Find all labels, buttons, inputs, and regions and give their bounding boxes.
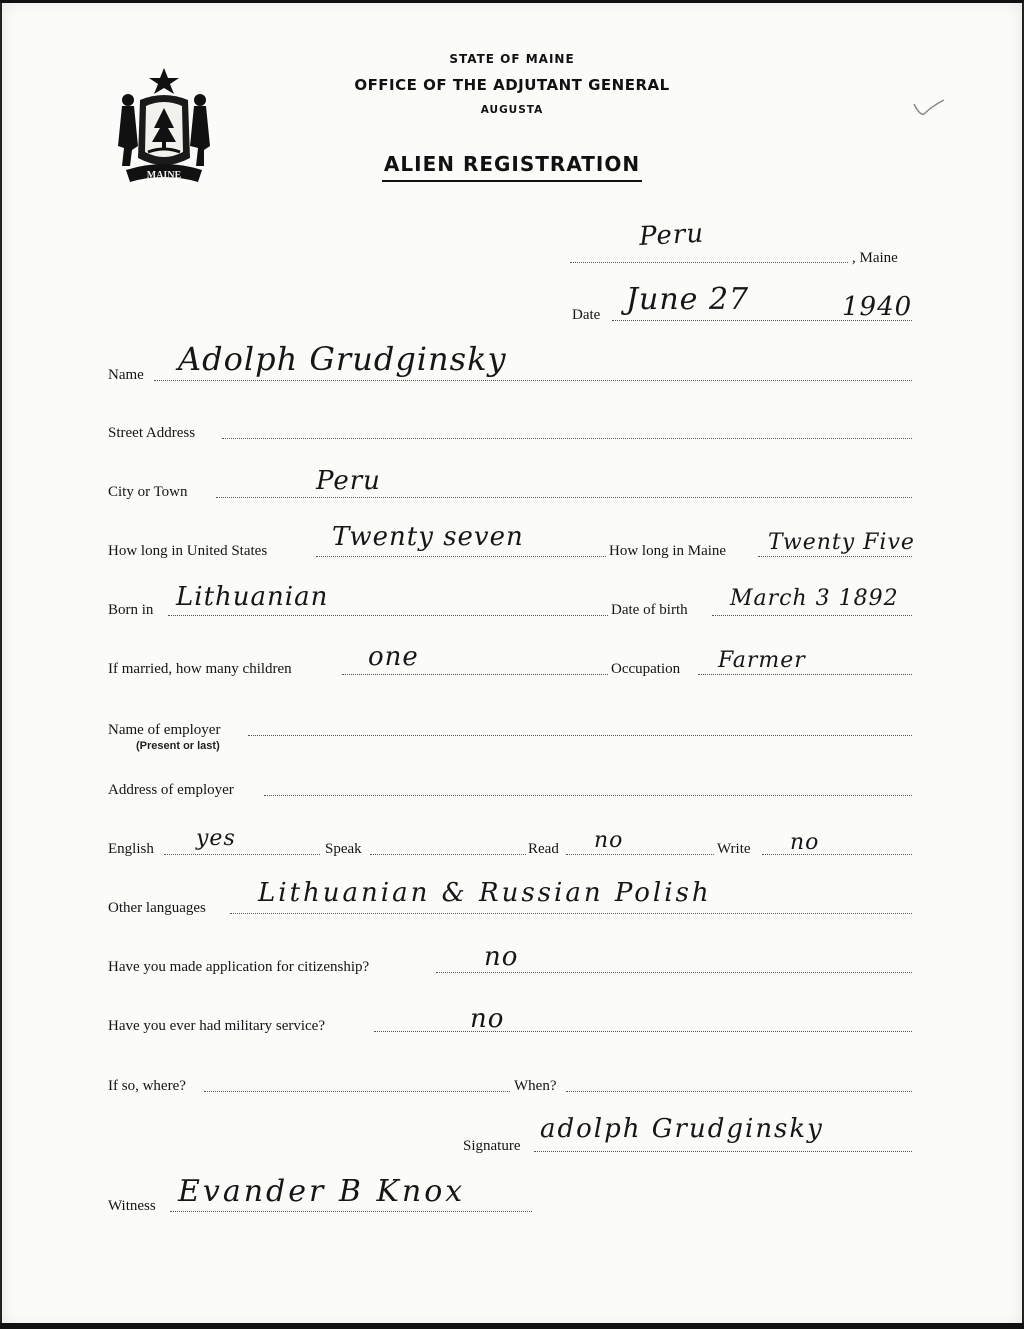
street-line <box>222 438 912 439</box>
children-label: If married, how many children <box>108 661 292 677</box>
city-label: City or Town <box>108 484 188 500</box>
dob-value[interactable]: March 3 1892 <box>730 586 899 611</box>
name-label: Name <box>108 367 144 383</box>
how-long-maine-value[interactable]: Twenty Five <box>768 530 915 555</box>
born-in-value[interactable]: Lithuanian <box>176 582 329 612</box>
citizenship-line <box>436 972 912 973</box>
name-value[interactable]: Adolph Grudginsky <box>178 340 507 378</box>
children-line <box>342 674 608 675</box>
place-line <box>570 262 848 263</box>
city-line <box>216 497 912 498</box>
signature-value[interactable]: adolph Grudginsky <box>540 1114 824 1144</box>
military-line <box>374 1031 912 1032</box>
how-long-us-value[interactable]: Twenty seven <box>332 522 524 552</box>
read-line <box>566 854 714 855</box>
header-office <box>0 76 1024 94</box>
street-label: Street Address <box>108 425 196 441</box>
date-label: Date <box>572 307 601 323</box>
english-value[interactable]: yes <box>196 826 236 851</box>
how-long-maine-line <box>758 556 912 557</box>
employer-sublabel: (Present or last) <box>136 740 220 752</box>
employer-line <box>248 735 912 736</box>
military-label: Have you ever had military service? <box>108 1018 325 1034</box>
how-long-us-line <box>316 556 606 557</box>
how-long-us-label: How long in United States <box>108 543 268 559</box>
born-in-label: Born in <box>108 602 154 618</box>
witness-line <box>170 1211 532 1212</box>
employer-label: Name of employer <box>108 722 221 738</box>
where-label: If so, where? <box>108 1078 186 1094</box>
other-languages-line <box>230 913 912 914</box>
signature-line <box>534 1151 912 1152</box>
children-value[interactable]: one <box>368 642 419 672</box>
witness-label: Witness <box>108 1198 156 1214</box>
occupation-line <box>698 674 912 675</box>
witness-value[interactable]: Evander B Knox <box>178 1174 466 1209</box>
military-value[interactable]: no <box>470 1004 505 1034</box>
other-languages-label: Other languages <box>108 900 206 916</box>
when-line <box>566 1091 912 1092</box>
citizenship-value[interactable]: no <box>484 942 519 972</box>
write-value[interactable]: no <box>790 830 820 855</box>
dob-label: Date of birth <box>611 602 688 618</box>
check-mark-icon <box>912 96 946 118</box>
born-in-line <box>168 615 608 616</box>
employer-address-line <box>264 795 912 796</box>
seal-banner-text: MAINE <box>146 170 182 181</box>
speak-label: Speak <box>325 841 362 857</box>
form-title-text: ALIEN REGISTRATION <box>382 152 642 182</box>
city-value[interactable]: Peru <box>316 466 381 496</box>
header-office-text: OFFICE OF THE ADJUTANT GENERAL <box>354 76 670 94</box>
citizenship-label: Have you made application for citizenship? <box>108 959 370 975</box>
english-line <box>164 854 320 855</box>
write-label: Write <box>717 841 751 857</box>
place-suffix: , Maine <box>852 250 898 266</box>
where-line <box>204 1091 510 1092</box>
form-title <box>0 152 1024 182</box>
scan-top-edge <box>0 0 1024 3</box>
place-value[interactable]: Peru <box>638 218 705 252</box>
occupation-value[interactable]: Farmer <box>718 648 806 673</box>
header-city: AUGUSTA <box>480 104 544 116</box>
read-value[interactable]: no <box>594 828 624 853</box>
scan-bottom-edge <box>0 1323 1024 1329</box>
how-long-maine-label: How long in Maine <box>609 543 727 559</box>
write-line <box>762 854 912 855</box>
when-label: When? <box>514 1078 557 1094</box>
header-state: STATE OF MAINE <box>449 52 575 66</box>
dob-line <box>712 615 912 616</box>
employer-address-label: Address of employer <box>108 782 234 798</box>
speak-line <box>370 854 526 855</box>
name-line <box>154 380 912 381</box>
english-label: English <box>108 841 154 857</box>
date-year[interactable]: 1940 <box>842 292 913 322</box>
occupation-label: Occupation <box>611 661 681 677</box>
signature-label: Signature <box>463 1138 521 1154</box>
read-label: Read <box>528 841 559 857</box>
other-languages-value[interactable]: Lithuanian & Russian Polish <box>258 878 712 908</box>
date-month-day[interactable]: June 27 <box>626 282 750 317</box>
